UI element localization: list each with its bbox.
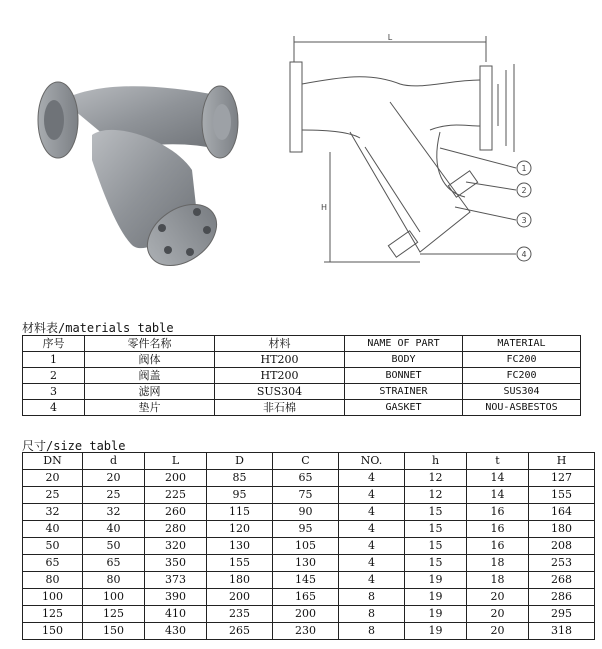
table-cell: 12 — [405, 487, 467, 504]
table-cell: 95 — [273, 521, 339, 538]
size-table — [22, 452, 595, 640]
table-cell: 155 — [207, 555, 273, 572]
table-cell: 4 — [339, 538, 405, 555]
table-row — [23, 623, 595, 640]
table-cell: 8 — [339, 589, 405, 606]
table-cell: 320 — [145, 538, 207, 555]
table-cell: 12 — [405, 470, 467, 487]
table-cell: 65 — [23, 555, 83, 572]
table-cell: 105 — [273, 538, 339, 555]
table-cell: 145 — [273, 572, 339, 589]
table-cell: 373 — [145, 572, 207, 589]
table-cell: 200 — [145, 470, 207, 487]
table-cell: 155 — [529, 487, 595, 504]
table-cell: FC200 — [463, 352, 581, 368]
table-cell: 286 — [529, 589, 595, 606]
table-cell: 16 — [467, 538, 529, 555]
table-cell: GASKET — [345, 400, 463, 416]
materials-table-title: 材料表/materials table — [22, 321, 174, 335]
table-cell: 95 — [207, 487, 273, 504]
table-cell: 25 — [83, 487, 145, 504]
table-cell: 20 — [23, 470, 83, 487]
table-cell: 180 — [207, 572, 273, 589]
materials-header-row — [23, 336, 581, 352]
table-cell: 125 — [83, 606, 145, 623]
table-row — [23, 368, 581, 384]
table-cell: SUS304 — [463, 384, 581, 400]
table-cell: SUS304 — [215, 384, 345, 400]
table-cell: 120 — [207, 521, 273, 538]
materials-header-cell: 序号 — [23, 336, 85, 352]
table-cell: 8 — [339, 623, 405, 640]
table-cell: 164 — [529, 504, 595, 521]
size-header-cell: h — [405, 453, 467, 470]
table-cell: 268 — [529, 572, 595, 589]
table-cell: 280 — [145, 521, 207, 538]
callout-4-label: 4 — [521, 250, 527, 259]
size-header-cell: DN — [23, 453, 83, 470]
table-cell: 235 — [207, 606, 273, 623]
table-cell: 390 — [145, 589, 207, 606]
table-cell: 4 — [23, 400, 85, 416]
table-cell: BODY — [345, 352, 463, 368]
table-cell: 32 — [83, 504, 145, 521]
table-cell: 430 — [145, 623, 207, 640]
table-row — [23, 384, 581, 400]
table-cell: 4 — [339, 521, 405, 538]
table-cell: 16 — [467, 504, 529, 521]
table-cell: 19 — [405, 606, 467, 623]
table-cell: 15 — [405, 504, 467, 521]
table-row — [23, 572, 595, 589]
callout-2-label: 2 — [521, 186, 527, 195]
table-cell: 50 — [23, 538, 83, 555]
table-cell: 2 — [23, 368, 85, 384]
table-cell: 16 — [467, 521, 529, 538]
table-cell: FC200 — [463, 368, 581, 384]
table-cell: HT200 — [215, 368, 345, 384]
table-cell: 410 — [145, 606, 207, 623]
valve-photo — [22, 40, 254, 276]
size-header-cell: H — [529, 453, 595, 470]
table-cell: 65 — [273, 470, 339, 487]
dimension-H-label: H — [320, 203, 328, 212]
table-cell: 295 — [529, 606, 595, 623]
size-header-cell: d — [83, 453, 145, 470]
table-row — [23, 400, 581, 416]
table-row — [23, 521, 595, 538]
table-cell: 40 — [83, 521, 145, 538]
table-cell: BONNET — [345, 368, 463, 384]
size-header-row — [23, 453, 595, 470]
cross-section-drawing — [280, 22, 580, 282]
size-table-title: 尺寸/size table — [22, 439, 126, 453]
table-cell: 75 — [273, 487, 339, 504]
size-header-cell: t — [467, 453, 529, 470]
table-cell: 15 — [405, 555, 467, 572]
table-cell: 265 — [207, 623, 273, 640]
table-cell: 25 — [23, 487, 83, 504]
table-cell: 200 — [273, 606, 339, 623]
table-cell: 318 — [529, 623, 595, 640]
table-cell: 垫片 — [85, 400, 215, 416]
table-cell: 127 — [529, 470, 595, 487]
table-cell: NOU-ASBESTOS — [463, 400, 581, 416]
table-cell: 8 — [339, 606, 405, 623]
table-cell: 225 — [145, 487, 207, 504]
table-cell: 阀体 — [85, 352, 215, 368]
table-cell: 80 — [23, 572, 83, 589]
table-row — [23, 589, 595, 606]
dimension-L-label: L — [387, 33, 393, 42]
table-cell: 80 — [83, 572, 145, 589]
table-cell: 50 — [83, 538, 145, 555]
materials-table — [22, 335, 581, 416]
table-cell: 18 — [467, 555, 529, 572]
table-cell: 14 — [467, 470, 529, 487]
table-cell: 3 — [23, 384, 85, 400]
table-cell: 180 — [529, 521, 595, 538]
callout-3-label: 3 — [521, 216, 527, 225]
table-cell: 20 — [467, 623, 529, 640]
table-row — [23, 352, 581, 368]
table-cell: 260 — [145, 504, 207, 521]
table-cell: 1 — [23, 352, 85, 368]
table-cell: 4 — [339, 555, 405, 572]
table-row — [23, 606, 595, 623]
table-cell: 20 — [83, 470, 145, 487]
callout-1-label: 1 — [521, 164, 527, 173]
table-cell: 非石棉 — [215, 400, 345, 416]
table-cell: 4 — [339, 487, 405, 504]
table-cell: 4 — [339, 572, 405, 589]
table-row — [23, 470, 595, 487]
table-cell: 150 — [83, 623, 145, 640]
table-cell: 阀盖 — [85, 368, 215, 384]
table-cell: 130 — [207, 538, 273, 555]
table-cell: 165 — [273, 589, 339, 606]
table-cell: 19 — [405, 623, 467, 640]
table-cell: 85 — [207, 470, 273, 487]
materials-header-cell: MATERIAL — [463, 336, 581, 352]
table-cell: 130 — [273, 555, 339, 572]
table-cell: 350 — [145, 555, 207, 572]
table-cell: 253 — [529, 555, 595, 572]
table-cell: 32 — [23, 504, 83, 521]
table-cell: 100 — [23, 589, 83, 606]
size-header-cell: D — [207, 453, 273, 470]
table-cell: 18 — [467, 572, 529, 589]
table-row — [23, 504, 595, 521]
table-cell: 90 — [273, 504, 339, 521]
table-row — [23, 487, 595, 504]
table-cell: 230 — [273, 623, 339, 640]
table-cell: 19 — [405, 589, 467, 606]
table-cell: 19 — [405, 572, 467, 589]
table-cell: 208 — [529, 538, 595, 555]
table-cell: 滤网 — [85, 384, 215, 400]
materials-header-cell: 零件名称 — [85, 336, 215, 352]
table-row — [23, 555, 595, 572]
table-cell: 20 — [467, 606, 529, 623]
table-cell: STRAINER — [345, 384, 463, 400]
table-row — [23, 538, 595, 555]
materials-header-cell: NAME OF PART — [345, 336, 463, 352]
size-header-cell: L — [145, 453, 207, 470]
table-cell: 115 — [207, 504, 273, 521]
table-cell: 100 — [83, 589, 145, 606]
table-cell: 65 — [83, 555, 145, 572]
table-cell: 125 — [23, 606, 83, 623]
size-header-cell: C — [273, 453, 339, 470]
table-cell: 4 — [339, 504, 405, 521]
size-header-cell: NO. — [339, 453, 405, 470]
table-cell: HT200 — [215, 352, 345, 368]
table-cell: 4 — [339, 470, 405, 487]
table-cell: 20 — [467, 589, 529, 606]
table-cell: 40 — [23, 521, 83, 538]
table-cell: 200 — [207, 589, 273, 606]
table-cell: 150 — [23, 623, 83, 640]
table-cell: 14 — [467, 487, 529, 504]
table-cell: 15 — [405, 521, 467, 538]
table-cell: 15 — [405, 538, 467, 555]
materials-header-cell: 材料 — [215, 336, 345, 352]
